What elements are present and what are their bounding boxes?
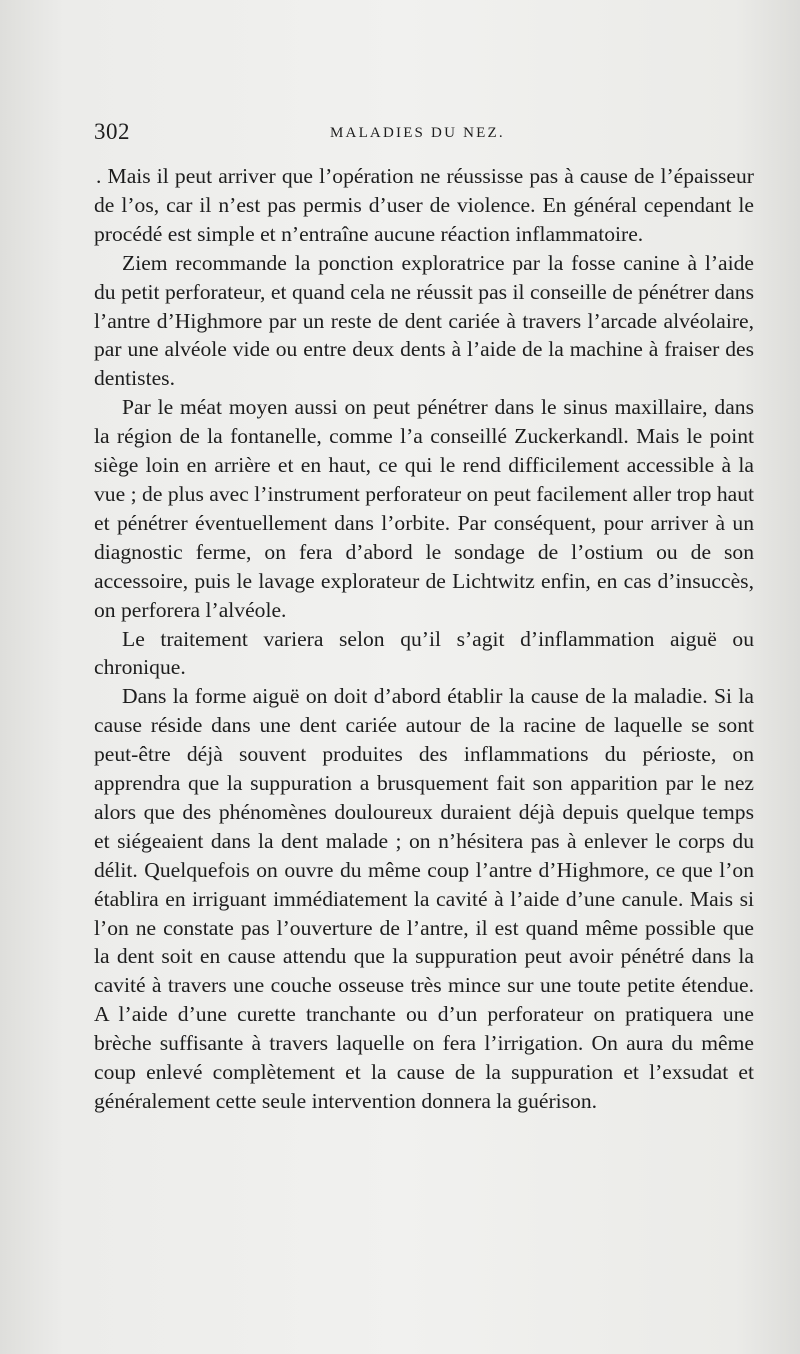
paragraph-4: Le traitement variera selon qu’il s’agit d’inflammation aiguë ou chronique. — [94, 626, 754, 680]
running-head: MALADIES DU NEZ. — [330, 125, 505, 141]
paragraph-3: Par le méat moyen aussi on peut pénétrer dans le sinus maxillaire, dans la région de la fontanelle, comme l’a conseillé Zuckerkandl. Mais le point siège loin en arrière et en haut, ce qui le rend difficilement accessible à la vue ; de plus avec l’instrument perforateur on peut facilement aller trop haut et pénétrer éventuellement dans l’orbite. Par conséquent, pour arriver à un diagnostic ferme, on fera d’abord le sondage de l’ostium ou de son accessoire, puis le lavage explorateur de Lichtwitz enfin, en cas d’insuccès, on perforera l’alvéole. — [94, 395, 754, 622]
page-header — [94, 119, 754, 149]
page-number: 302 — [94, 119, 130, 144]
body-text — [94, 162, 754, 1116]
paragraph-1: . Mais il peut arriver que l’opération ne réussisse pas à cause de l’épaisseur de l’os, car il n’est pas permis d’user de violence. En général cependant le procédé est simple et n’entraîne aucune réaction inflammatoire. — [94, 164, 754, 246]
paragraph-5: Dans la forme aiguë on doit d’abord établir la cause de la maladie. Si la cause réside dans une dent cariée autour de la racine de laquelle se sont peut-être déjà souvent produites des inflammations du périoste, on apprendra que la suppuration a brusquement fait son apparition par le nez alors que des phénomènes douloureux duraient déjà depuis quelque temps et siégeaient dans la dent malade ; on n’hésitera pas à enlever le corps du délit. Quelquefois on ouvre du même coup l’antre d’Highmore, ce que l’on établira en irriguant immédiatement la cavité à l’aide d’une canule. Mais si l’on ne constate pas l’ouverture de l’antre, il est quand même possible que la dent soit en cause attendu que la suppuration peut avoir pénétré dans la cavité à travers une couche osseuse très mince sur une toute petite étendue. A l’aide d’une curette tranchante ou d’un perforateur on pratiquera une brèche suffisante à travers laquelle on fera l’irrigation. On aura du même coup enlevé complètement et la cause de la suppuration et l’exsudat et généralement cette seule intervention donnera la guérison. — [94, 684, 754, 1113]
paragraph-2: Ziem recommande la ponction exploratrice par la fosse canine à l’aide du petit perforateur, et quand cela ne réussit pas il conseille de pénétrer dans l’antre d’Highmore par un reste de dent cariée à travers l’arcade alvéolaire, par une alvéole vide ou entre deux dents à l’aide de la machine à fraiser des dentistes. — [94, 250, 754, 391]
